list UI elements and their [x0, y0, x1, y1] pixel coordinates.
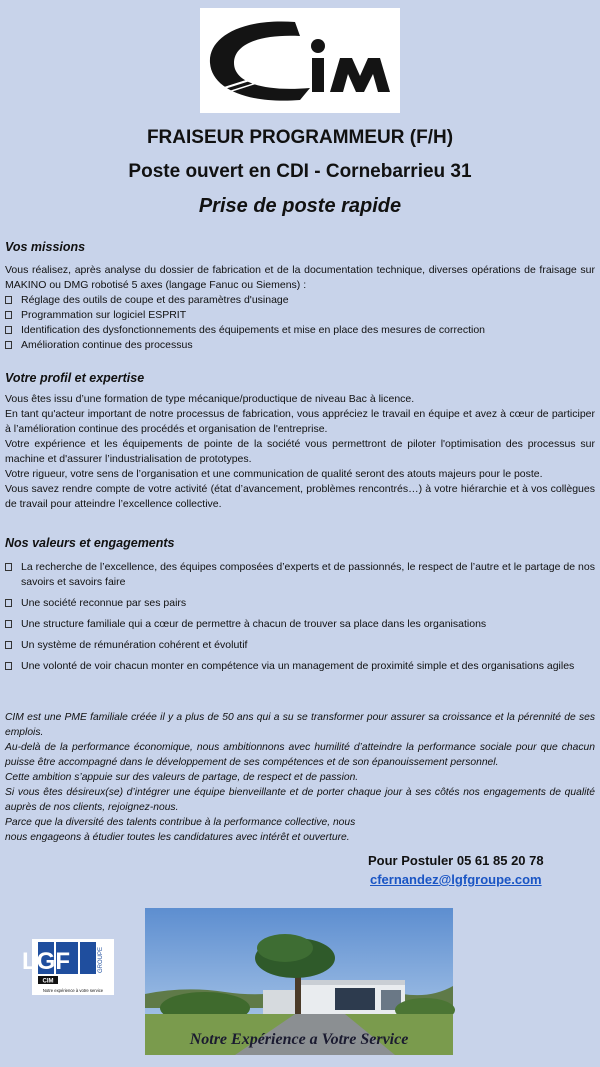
- job-contract: Poste ouvert en CDI - Cornebarrieu 31: [128, 161, 472, 182]
- presentation-paragraph: Parce que la diversité des talents contribue à la performance collective, nous nous engageons à étudier toutes les candidatures avec intérêt et ouverture.: [5, 817, 356, 843]
- apply-phone: Pour Postuler 05 61 85 20 78: [368, 853, 544, 868]
- contact-email-link[interactable]: cfernandez@lgfgroupe.com: [370, 872, 542, 887]
- missions-heading: Vos missions: [5, 240, 86, 254]
- presentation-paragraph: CIM est une PME familiale créée il y a plus de 50 ans qui a su se transformer pour assurer sa croissance et la pérennité de ses emplois.: [5, 712, 595, 738]
- lgf-groupe-label: GROUPE: [98, 946, 104, 973]
- list-item: Programmation sur logiciel ESPRIT: [5, 308, 595, 323]
- lgf-caption: Notre expérience à votre service: [42, 988, 104, 993]
- building-photo: [145, 908, 453, 1055]
- slogan: Notre Expérience a Votre Service: [189, 1031, 409, 1048]
- checkbox-bullet-icon: [5, 326, 12, 334]
- list-item: Amélioration continue des processus: [5, 338, 595, 353]
- job-header: [0, 124, 600, 220]
- lgf-letter-l: LGF: [22, 948, 70, 975]
- company-presentation: [5, 710, 595, 845]
- checkbox-bullet-icon: [5, 599, 12, 607]
- presentation-paragraph: Cette ambition s’appuie sur des valeurs de partage, de respect et de passion.: [5, 772, 359, 783]
- list-item: Identification des dysfonctionnements des équipements et mise en place des mesures de correction: [5, 323, 595, 338]
- checkbox-bullet-icon: [5, 641, 12, 649]
- checkbox-bullet-icon: [5, 662, 12, 670]
- missions-intro: Vous réalisez, après analyse du dossier de fabrication et de la documentation technique, diverses opérations de fraisage sur MAKINO ou DMG robotisé 5 axes (langage Fanuc ou Siemens) :: [5, 264, 595, 291]
- job-tagline: Prise de poste rapide: [198, 195, 402, 217]
- valeurs-heading: Nos valeurs et engagements: [5, 536, 175, 550]
- profil-text: Vous êtes issu d’une formation de type mécanique/productique de niveau Bac à licence. En tant qu'acteur important de notre processus de fabrication, vous appréciez le travail en équipe et avez à cœur de participer à l’amélioration continue des procédés et organisation de l'entreprise. Votre expérience et les équipements de pointe de la société vous permettront de piloter l'optimisation des processus sur machine et d'assurer l’industrialisation de prototypes. Votre rigueur, votre sens de l’organisation et une communication de qualité seront des atouts majeurs pour le poste. Vous savez rendre compte de votre activité (état d’avancement, problèmes rencontrés…) à votre hiérarchie et à vos collègues de travail pour atteindre l’excellence collective.: [5, 393, 595, 510]
- checkbox-bullet-icon: [5, 341, 12, 349]
- cim-logo: [200, 8, 400, 113]
- lgf-cim-mark: CIM: [42, 978, 54, 985]
- lgf-groupe-logo: [22, 939, 114, 995]
- valeurs-list: [5, 560, 595, 680]
- presentation-paragraph: Si vous êtes désireux(se) d’intégrer une équipe bienveillante et de porter chaque jour à ses côtés nos engagements de qualité auprès de nos clients, rejoignez-nous.: [5, 787, 595, 813]
- profil-heading: Votre profil et expertise: [5, 371, 145, 385]
- list-item: Une société reconnue par ses pairs: [5, 596, 595, 611]
- list-item: La recherche de l’excellence, des équipes composées d’experts et de passionnés, le respect de l’autre et le partage de nos savoirs et savoirs faire: [5, 560, 595, 590]
- list-item: Un système de rémunération cohérent et évolutif: [5, 638, 595, 653]
- list-item: Une volonté de voir chacun monter en compétence via un management de proximité simple et des organisations agiles: [5, 659, 595, 674]
- list-item: Réglage des outils de coupe et des paramètres d'usinage: [5, 293, 595, 308]
- list-item: Une structure familiale qui a cœur de permettre à chacun de trouver sa place dans les organisations: [5, 617, 595, 632]
- checkbox-bullet-icon: [5, 563, 12, 571]
- checkbox-bullet-icon: [5, 311, 12, 319]
- presentation-paragraph: Au-delà de la performance économique, nous ambitionnons avec humilité d’atteindre la performance sociale pour que chacun puisse être accompagné dans le développement de ses compétences et de son épanouissement personnel.: [5, 742, 595, 768]
- checkbox-bullet-icon: [5, 296, 12, 304]
- missions-list: [5, 293, 595, 353]
- checkbox-bullet-icon: [5, 620, 12, 628]
- job-title: FRAISEUR PROGRAMMEUR (F/H): [146, 127, 454, 148]
